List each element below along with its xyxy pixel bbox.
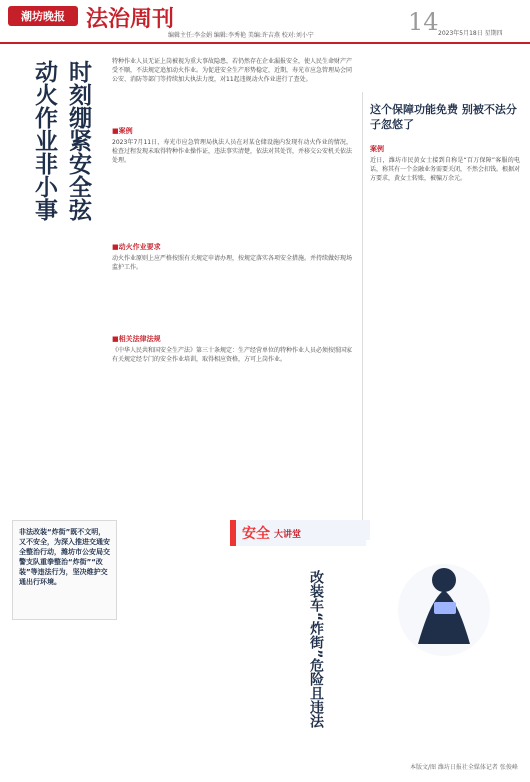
footer-credit: 本版文/图 潍坊日报社全媒体记者 张俊峰 <box>410 764 518 771</box>
lead-section-1 <box>112 122 352 165</box>
safety-lecture-sticker <box>230 520 370 546</box>
right-article-text: 近日，潍坊市民黄女士接到自称是“百万保障”客服的电话，称其有一个金融业务需要关闭，不然会扣钱。根据对方要求，黄女士转账，被骗万余元。 <box>370 157 521 182</box>
vertical-box <box>12 520 117 620</box>
illustration-svg <box>366 540 522 680</box>
lead-headline-1: 动火作业非小事 <box>31 60 57 221</box>
section-title: ■相关法律法规 <box>112 335 161 343</box>
publish-date: 2023年5月18日 星期四 <box>438 30 503 37</box>
lead-section-2 <box>112 238 352 273</box>
column-divider <box>362 92 363 542</box>
sticker-main: 安全 <box>242 526 270 542</box>
masthead <box>0 0 530 44</box>
page-number: 14 <box>408 8 439 36</box>
newspaper-logo: 潮坊晚报 <box>8 6 78 26</box>
lead-headline-2: 时刻绷紧安全弦 <box>65 60 91 221</box>
sticker-sub: 大讲堂 <box>274 529 302 540</box>
box-text: 非法改装“炸街”既不文明，又不安全，为深入推进交通安全整治行动，潍坊市公安局交警支队重拳整治“炸街”“改装”等违法行为，坚决维护交通出行环境。 <box>19 528 110 586</box>
lower-vertical-headline: 改装车“炸街”危险且违法 <box>308 570 324 729</box>
lead-section-3 <box>112 330 352 365</box>
editorial-meta: 编辑主任:李金娟 编辑:李秀艳 美编:许吉燕 校对:刘小宁 <box>168 32 314 39</box>
section-title: 案例 <box>370 145 384 153</box>
section-text: 动火作业原则上应严格按照有关规定申请办理，按规定落实各项安全措施。并持续做好现场监护工作。 <box>112 255 353 271</box>
page-title: 法治周刊 <box>86 6 175 32</box>
lead-intro: 特种作业人员无证上岗被视为重大事故隐患，若仍然存在企业漏报安全，使人民生命财产产受不顺，不法规定追加动火作业。为促进安全生产形势稳定，近期，寿光市应急管理局会同公安、消防等部门等持续加大执法力度，对11起违规动火作业进行了查处。 <box>112 58 353 83</box>
right-article <box>370 140 520 183</box>
section-title: ■动火作业要求 <box>112 243 161 251</box>
section-text: 《中华人民共和国安全生产法》第三十条规定：生产经营单位的特种作业人员必须按照国家有关规定经专门的安全作业培训，取得相应资格，方可上岗作业。 <box>112 347 353 363</box>
right-article-title: 这个保障功能免费 别被不法分子忽悠了 <box>370 103 517 131</box>
illustration <box>366 540 522 680</box>
section-text: 2023年7月11日，寿光市应急管理局执法人员在对某仓储设施内发现有动火作业的情况，检查过程发现未取得特种作业操作证，违法事实清楚，依法对其处罚，并移交公安机关依法处理。 <box>112 139 353 164</box>
section-title: ■案例 <box>112 127 133 135</box>
